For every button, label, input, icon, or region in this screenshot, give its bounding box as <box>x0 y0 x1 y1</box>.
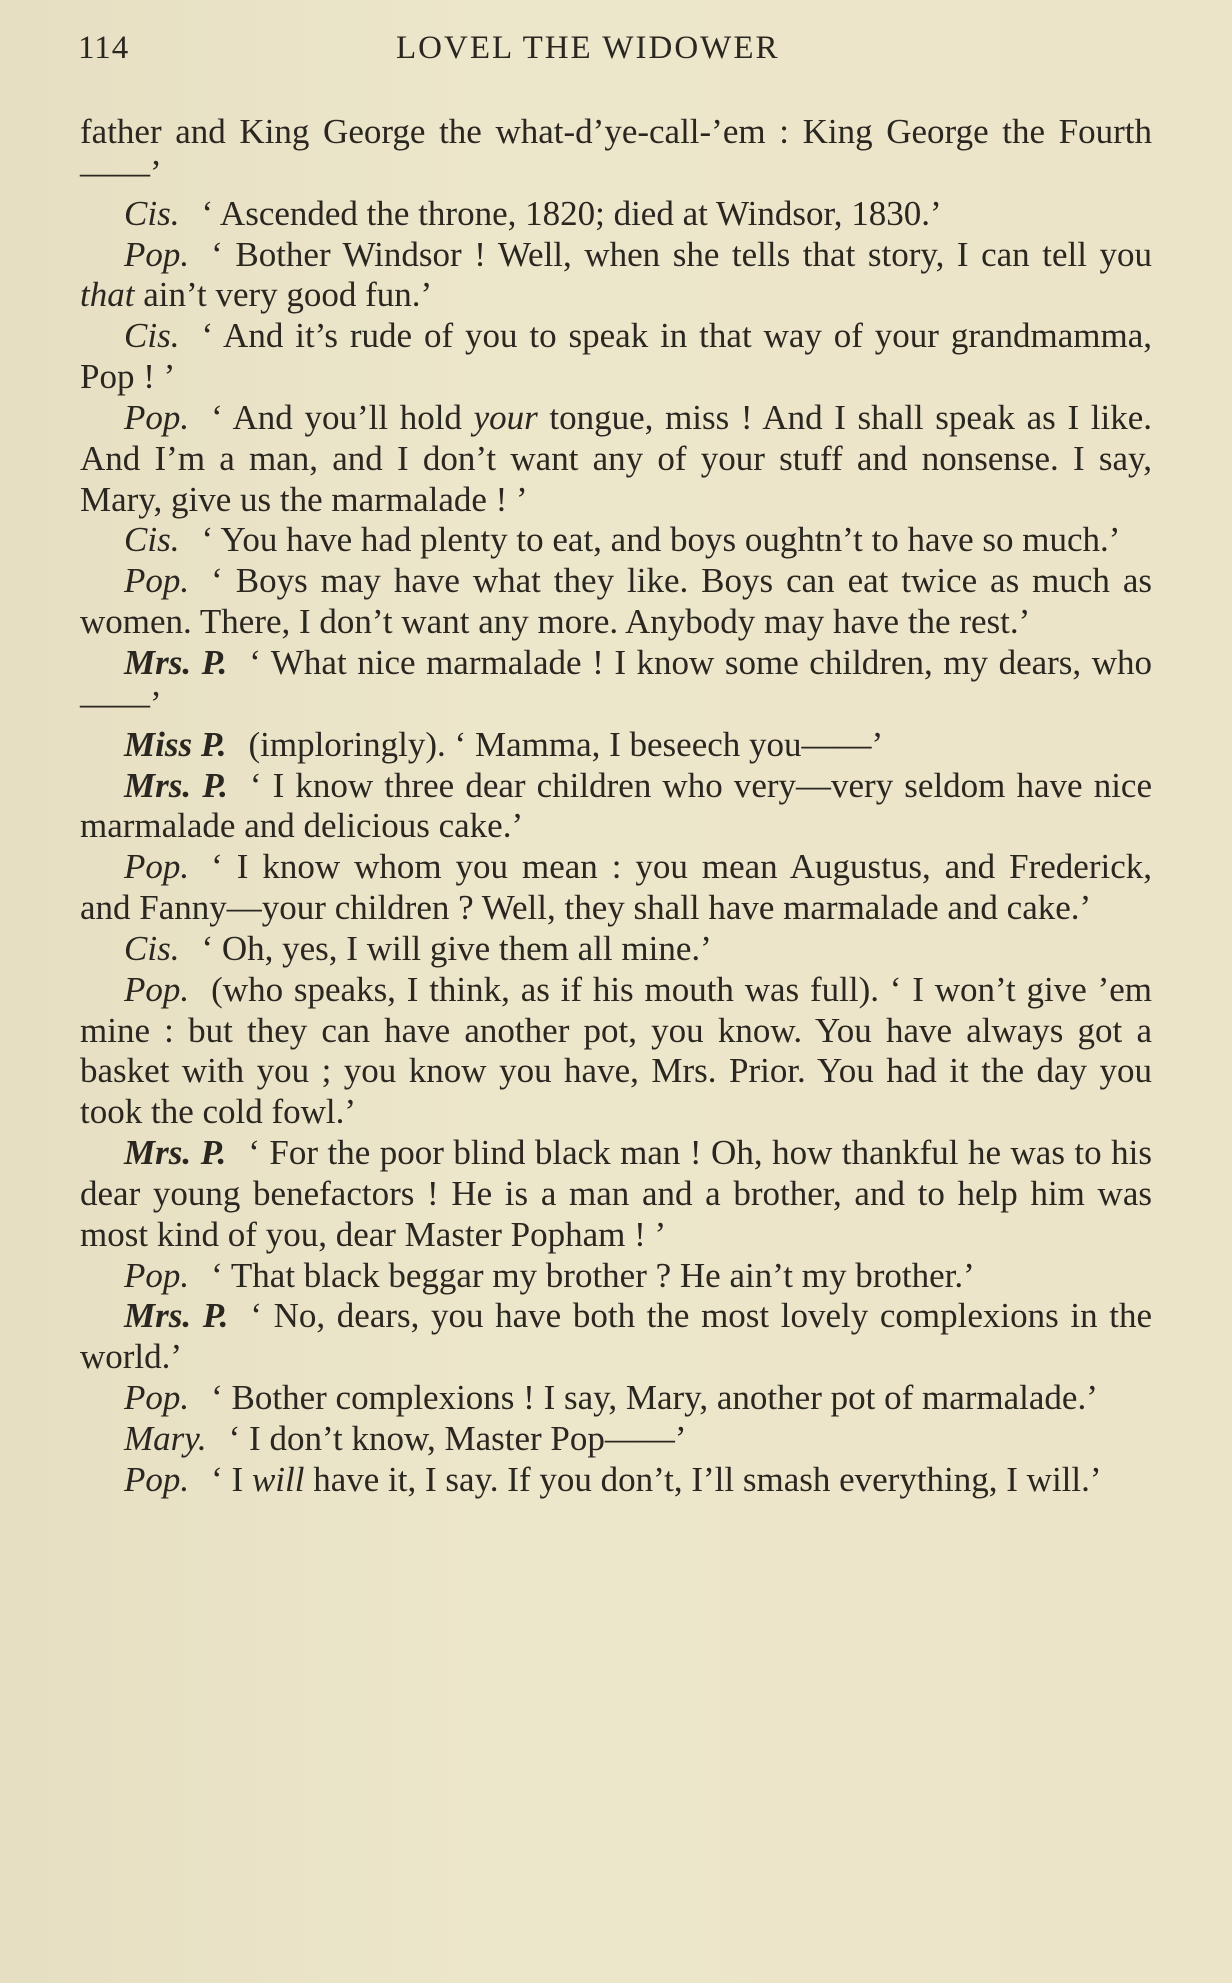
dialogue-text: ‘ And you’ll hold <box>211 397 474 437</box>
body-text <box>80 112 1152 1501</box>
dialogue-text: ‘ And it’s rude of you to speak in that way of your grandmamma, Pop ! ’ <box>80 316 1152 397</box>
dialogue-text: (imploringly). ‘ Mamma, I beseech you——’ <box>248 724 884 764</box>
dialogue-paragraph <box>80 1133 1152 1256</box>
page-number: 114 <box>78 30 130 66</box>
dialogue-paragraph <box>80 1460 1152 1501</box>
dialogue-text: ‘ I <box>211 1459 252 1499</box>
dialogue-paragraph <box>80 561 1152 643</box>
speaker-name: Mrs. P. <box>124 765 228 805</box>
dialogue-text: ‘ You have had plenty to eat, and boys oughtn’t to have so much.’ <box>201 520 1121 560</box>
dialogue-text: ‘ I know three dear children who very—very seldom have nice marmalade and delicious cake.’ <box>80 765 1152 846</box>
speaker-name: Cis. <box>124 316 180 356</box>
dialogue-text: ‘ Bother Windsor ! Well, when she tells that story, I can tell you <box>211 234 1152 274</box>
speaker-name: Pop. <box>124 1255 190 1295</box>
speaker-name: Pop. <box>124 969 190 1009</box>
emphasized-word: your <box>473 397 538 437</box>
speaker-name: Cis. <box>124 520 180 560</box>
dialogue-paragraph <box>80 112 1152 194</box>
speaker-name: Mary. <box>124 1419 207 1458</box>
speaker-name: Pop. <box>124 561 190 601</box>
dialogue-text: ‘ What nice marmalade ! I know some children, my dears, who——’ <box>80 642 1153 723</box>
emphasized-word: that <box>80 275 135 315</box>
dialogue-paragraph <box>80 316 1152 398</box>
speaker-name: Mrs. P. <box>124 642 228 682</box>
dialogue-paragraph <box>80 1378 1152 1419</box>
speaker-name: Pop. <box>124 847 190 887</box>
speaker-name: Mrs. P. <box>124 1296 229 1336</box>
dialogue-text: father and King George the what-d’ye-call-’em : King George the Fourth——’ <box>80 112 1152 192</box>
dialogue-text: (who speaks, I think, as if his mouth was full). ‘ I won’t give ’em mine : but they can have another pot, you know. You have always got a basket with you ; you know you have, Mrs. Prior. You had it the day you took the cold fowl.’ <box>80 969 1152 1132</box>
dialogue-paragraph <box>80 1419 1152 1460</box>
dialogue-paragraph <box>80 725 1152 766</box>
dialogue-paragraph <box>80 970 1152 1133</box>
dialogue-text: ‘ No, dears, you have both the most lovely complexions in the world.’ <box>80 1296 1152 1377</box>
dialogue-paragraph <box>80 520 1152 561</box>
speaker-name: Pop. <box>124 1459 190 1499</box>
emphasized-word: will <box>251 1459 305 1499</box>
dialogue-text: ‘ I don’t know, Master Pop——’ <box>228 1419 687 1458</box>
dialogue-text: ‘ That black beggar my brother ? He ain’t my brother.’ <box>211 1255 975 1295</box>
dialogue-text: ‘ Ascended the throne, 1820; died at Windsor, 1830.’ <box>201 193 942 233</box>
page-header <box>78 30 1152 80</box>
speaker-name: Pop. <box>124 1378 190 1418</box>
speaker-name: Cis. <box>124 193 180 233</box>
dialogue-paragraph <box>80 766 1152 848</box>
dialogue-paragraph <box>80 1256 1152 1297</box>
speaker-name: Cis. <box>124 928 180 968</box>
speaker-name: Pop. <box>124 234 190 274</box>
speaker-name: Mrs. P. <box>124 1133 227 1173</box>
dialogue-text: ‘ Boys may have what they like. Boys can eat twice as much as women. There, I don’t want any more. Anybody may have the rest.’ <box>80 561 1152 642</box>
running-title: LOVEL THE WIDOWER <box>396 30 780 66</box>
dialogue-text: ‘ Bother complexions ! I say, Mary, another pot of marmalade.’ <box>211 1378 1098 1418</box>
dialogue-paragraph <box>80 847 1152 929</box>
dialogue-paragraph <box>80 194 1152 235</box>
dialogue-paragraph <box>80 1296 1152 1378</box>
speaker-name: Pop. <box>124 397 190 437</box>
speaker-name: Miss P. <box>124 724 227 764</box>
dialogue-paragraph <box>80 235 1152 317</box>
dialogue-paragraph <box>80 929 1152 970</box>
dialogue-text: tongue, miss ! And I shall speak as I like. And I’m a man, and I don’t want any of your stuff and nonsense. I say, Mary, give us the marmalade ! ’ <box>80 397 1152 519</box>
dialogue-paragraph <box>80 398 1152 521</box>
dialogue-paragraph <box>80 643 1152 725</box>
dialogue-text: ‘ For the poor blind black man ! Oh, how thankful he was to his dear young benefactors ! He is a man and a brother, and to help him was most kind of you, dear Master Popham ! ’ <box>80 1133 1152 1254</box>
dialogue-text: ‘ Oh, yes, I will give them all mine.’ <box>201 928 712 968</box>
dialogue-text: have it, I say. If you don’t, I’ll smash everything, I will.’ <box>304 1459 1102 1499</box>
dialogue-text: ‘ I know whom you mean : you mean Augustus, and Frederick, and Fanny—your children ? Well, they shall have marmalade and cake.’ <box>80 847 1152 928</box>
dialogue-text: ain’t very good fun.’ <box>134 275 433 315</box>
